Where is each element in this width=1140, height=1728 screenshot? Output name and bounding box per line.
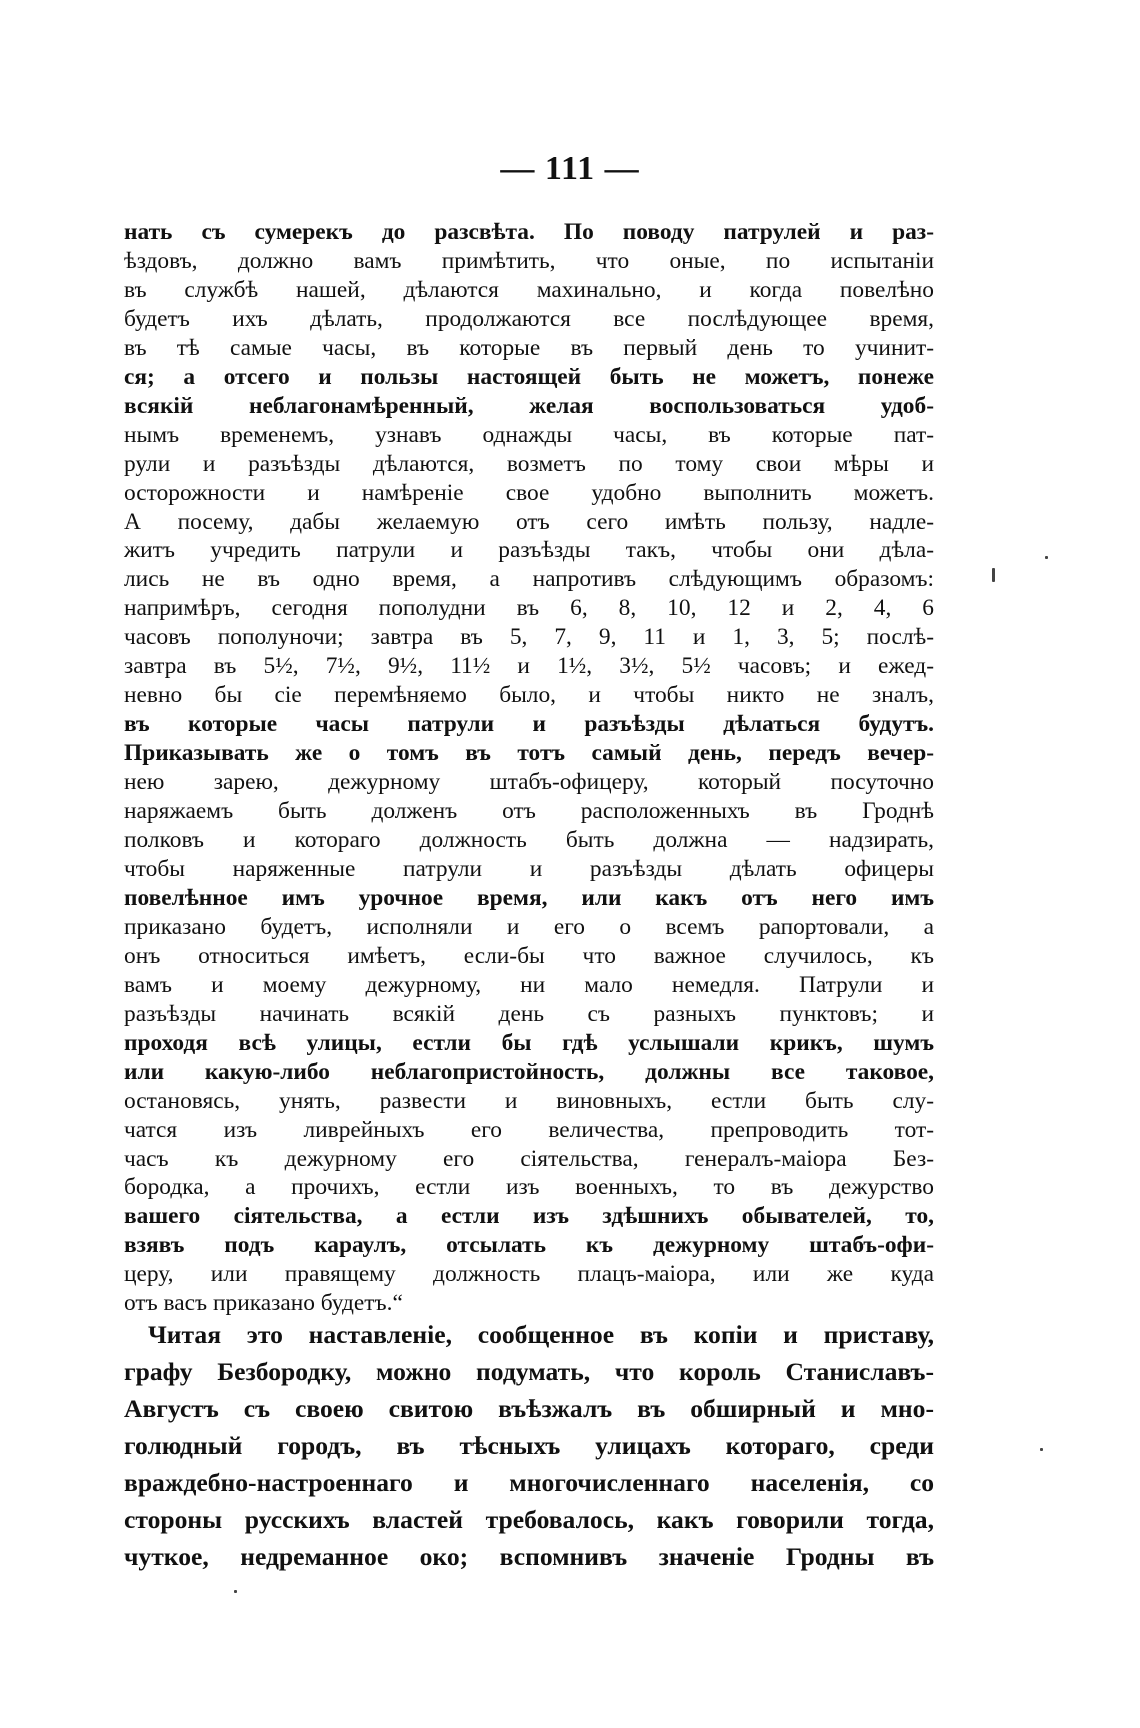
text-line: напримѣръ, сегодня пополудни въ 6, 8, 10, 12 и 2, 4, 6	[124, 595, 934, 622]
text-line: часъ къ дежурному его сіятельства, генералъ-маіора Без-	[124, 1145, 934, 1172]
text-line: нать съ сумерекъ до разсвѣта. По поводу патрулей и раз-	[124, 219, 934, 245]
text-line: голюдный городъ, въ тѣсныхъ улицахъ котораго, среди	[124, 1431, 934, 1460]
scan-speck	[234, 1590, 237, 1593]
text-line: лись не въ одно время, а напротивъ слѣдующимъ образомъ:	[124, 566, 934, 593]
text-line: разъѣзды начинать всякій день съ разныхъ пунктовъ; и	[124, 1000, 934, 1027]
text-line: повелѣнное имъ урочное время, или какъ отъ него имъ	[124, 884, 934, 911]
text-line: ѣздовъ, должно вамъ примѣтить, что оные, по испытаніи	[124, 247, 934, 274]
text-line: въ тѣ самые часы, въ которые въ первый день то учинит-	[124, 334, 934, 361]
quoted-instruction-text	[124, 218, 934, 1318]
text-line: чтобы наряженные патрули и разъѣзды дѣлать офицеры	[124, 855, 934, 882]
text-line: чатся изъ ливрейныхъ его величества, препроводить тот-	[124, 1116, 934, 1143]
text-line: приказано будетъ, исполняли и его о всемъ рапортовали, а	[124, 913, 934, 940]
text-line: вамъ и моему дежурному, ни мало немедля. Патрули и	[124, 971, 934, 998]
text-line: А посему, дабы желаемую отъ сего имѣть пользу, надле-	[124, 508, 934, 535]
scan-speck	[1040, 1448, 1043, 1451]
text-line: взявъ подъ караулъ, отсылать къ дежурному штабъ-офи-	[124, 1232, 934, 1259]
page-number: — 111 —	[500, 150, 640, 187]
scan-speck	[1045, 556, 1048, 559]
text-line: рули и разъѣзды дѣлаются, возметъ по тому свои мѣры и	[124, 450, 934, 477]
text-line: или какую-либо неблагопристойность, должны все таковое,	[124, 1058, 934, 1085]
text-line: графу Безбородку, можно подумать, что король Станиславъ-	[124, 1357, 934, 1386]
text-line: вашего сіятельства, а естли изъ здѣшнихъ обывателей, то,	[124, 1203, 934, 1230]
text-line: осторожности и намѣреніе свое удобно выполнить можетъ.	[124, 479, 934, 506]
text-line: наряжаемъ быть долженъ отъ расположенныхъ въ Гроднѣ	[124, 798, 934, 825]
text-line: невно бы сіе перемѣняемо было, и чтобы никто не зналъ,	[124, 682, 934, 709]
scan-speck	[992, 568, 995, 582]
text-line: завтра въ 5½, 7½, 9½, 11½ и 1½, 3½, 5½ часовъ; и ежед-	[124, 653, 934, 680]
text-line: онъ относиться имѣетъ, если-бы что важное случилось, къ	[124, 942, 934, 969]
text-line: часовъ пополуночи; завтра въ 5, 7, 9, 11 и 1, 3, 5; послѣ-	[124, 624, 934, 651]
text-line: Приказывать же о томъ въ тотъ самый день, передъ вечер-	[124, 740, 934, 767]
text-line: всякій неблагонамѣренный, желая воспользоваться удоб-	[124, 392, 934, 419]
text-line: Августъ съ своею свитою въѣзжалъ въ обширный и мно-	[124, 1394, 934, 1423]
text-line: будетъ ихъ дѣлать, продолжаются все послѣдующее время,	[124, 305, 934, 332]
text-line: Читая это наставленіе, сообщенное въ копіи и приставу,	[148, 1320, 934, 1349]
text-line: въ которые часы патрули и разъѣзды дѣлаться будутъ.	[124, 711, 934, 738]
text-line: въ службѣ нашей, дѣлаются махинально, и когда повелѣно	[124, 276, 934, 303]
text-line: враждебно-настроеннаго и многочисленнаго населенія, со	[124, 1468, 934, 1497]
text-line: полковъ и котораго должность быть должна — надзирать,	[124, 827, 934, 854]
text-line: церу, или правящему должность плацъ-маіора, или же куда	[124, 1261, 934, 1288]
text-line: чуткое, недреманное око; вспомнивъ значеніе Гродны въ	[124, 1542, 934, 1571]
text-line: ся; а отсего и пользы настоящей быть не можетъ, понеже	[124, 363, 934, 390]
text-line: нымъ временемъ, узнавъ однажды часы, въ которые пат-	[124, 421, 934, 448]
commentary-paragraph	[124, 1316, 934, 1575]
text-line: отъ васъ приказано будетъ.“	[124, 1290, 403, 1317]
text-line: стороны русскихъ властей требовалось, какъ говорили тогда,	[124, 1505, 934, 1534]
text-line: проходя всѣ улицы, естли бы гдѣ услышали крикъ, шумъ	[124, 1029, 934, 1056]
text-line: остановясь, унять, развести и виновныхъ, естли быть слу-	[124, 1087, 934, 1114]
text-line: нею зарею, дежурному штабъ-офицеру, который посуточно	[124, 769, 934, 796]
text-line: бородка, а прочихъ, естли изъ военныхъ, то въ дежурство	[124, 1174, 934, 1201]
text-line: житъ учредить патрули и разъѣзды такъ, чтобы они дѣла-	[124, 537, 934, 564]
